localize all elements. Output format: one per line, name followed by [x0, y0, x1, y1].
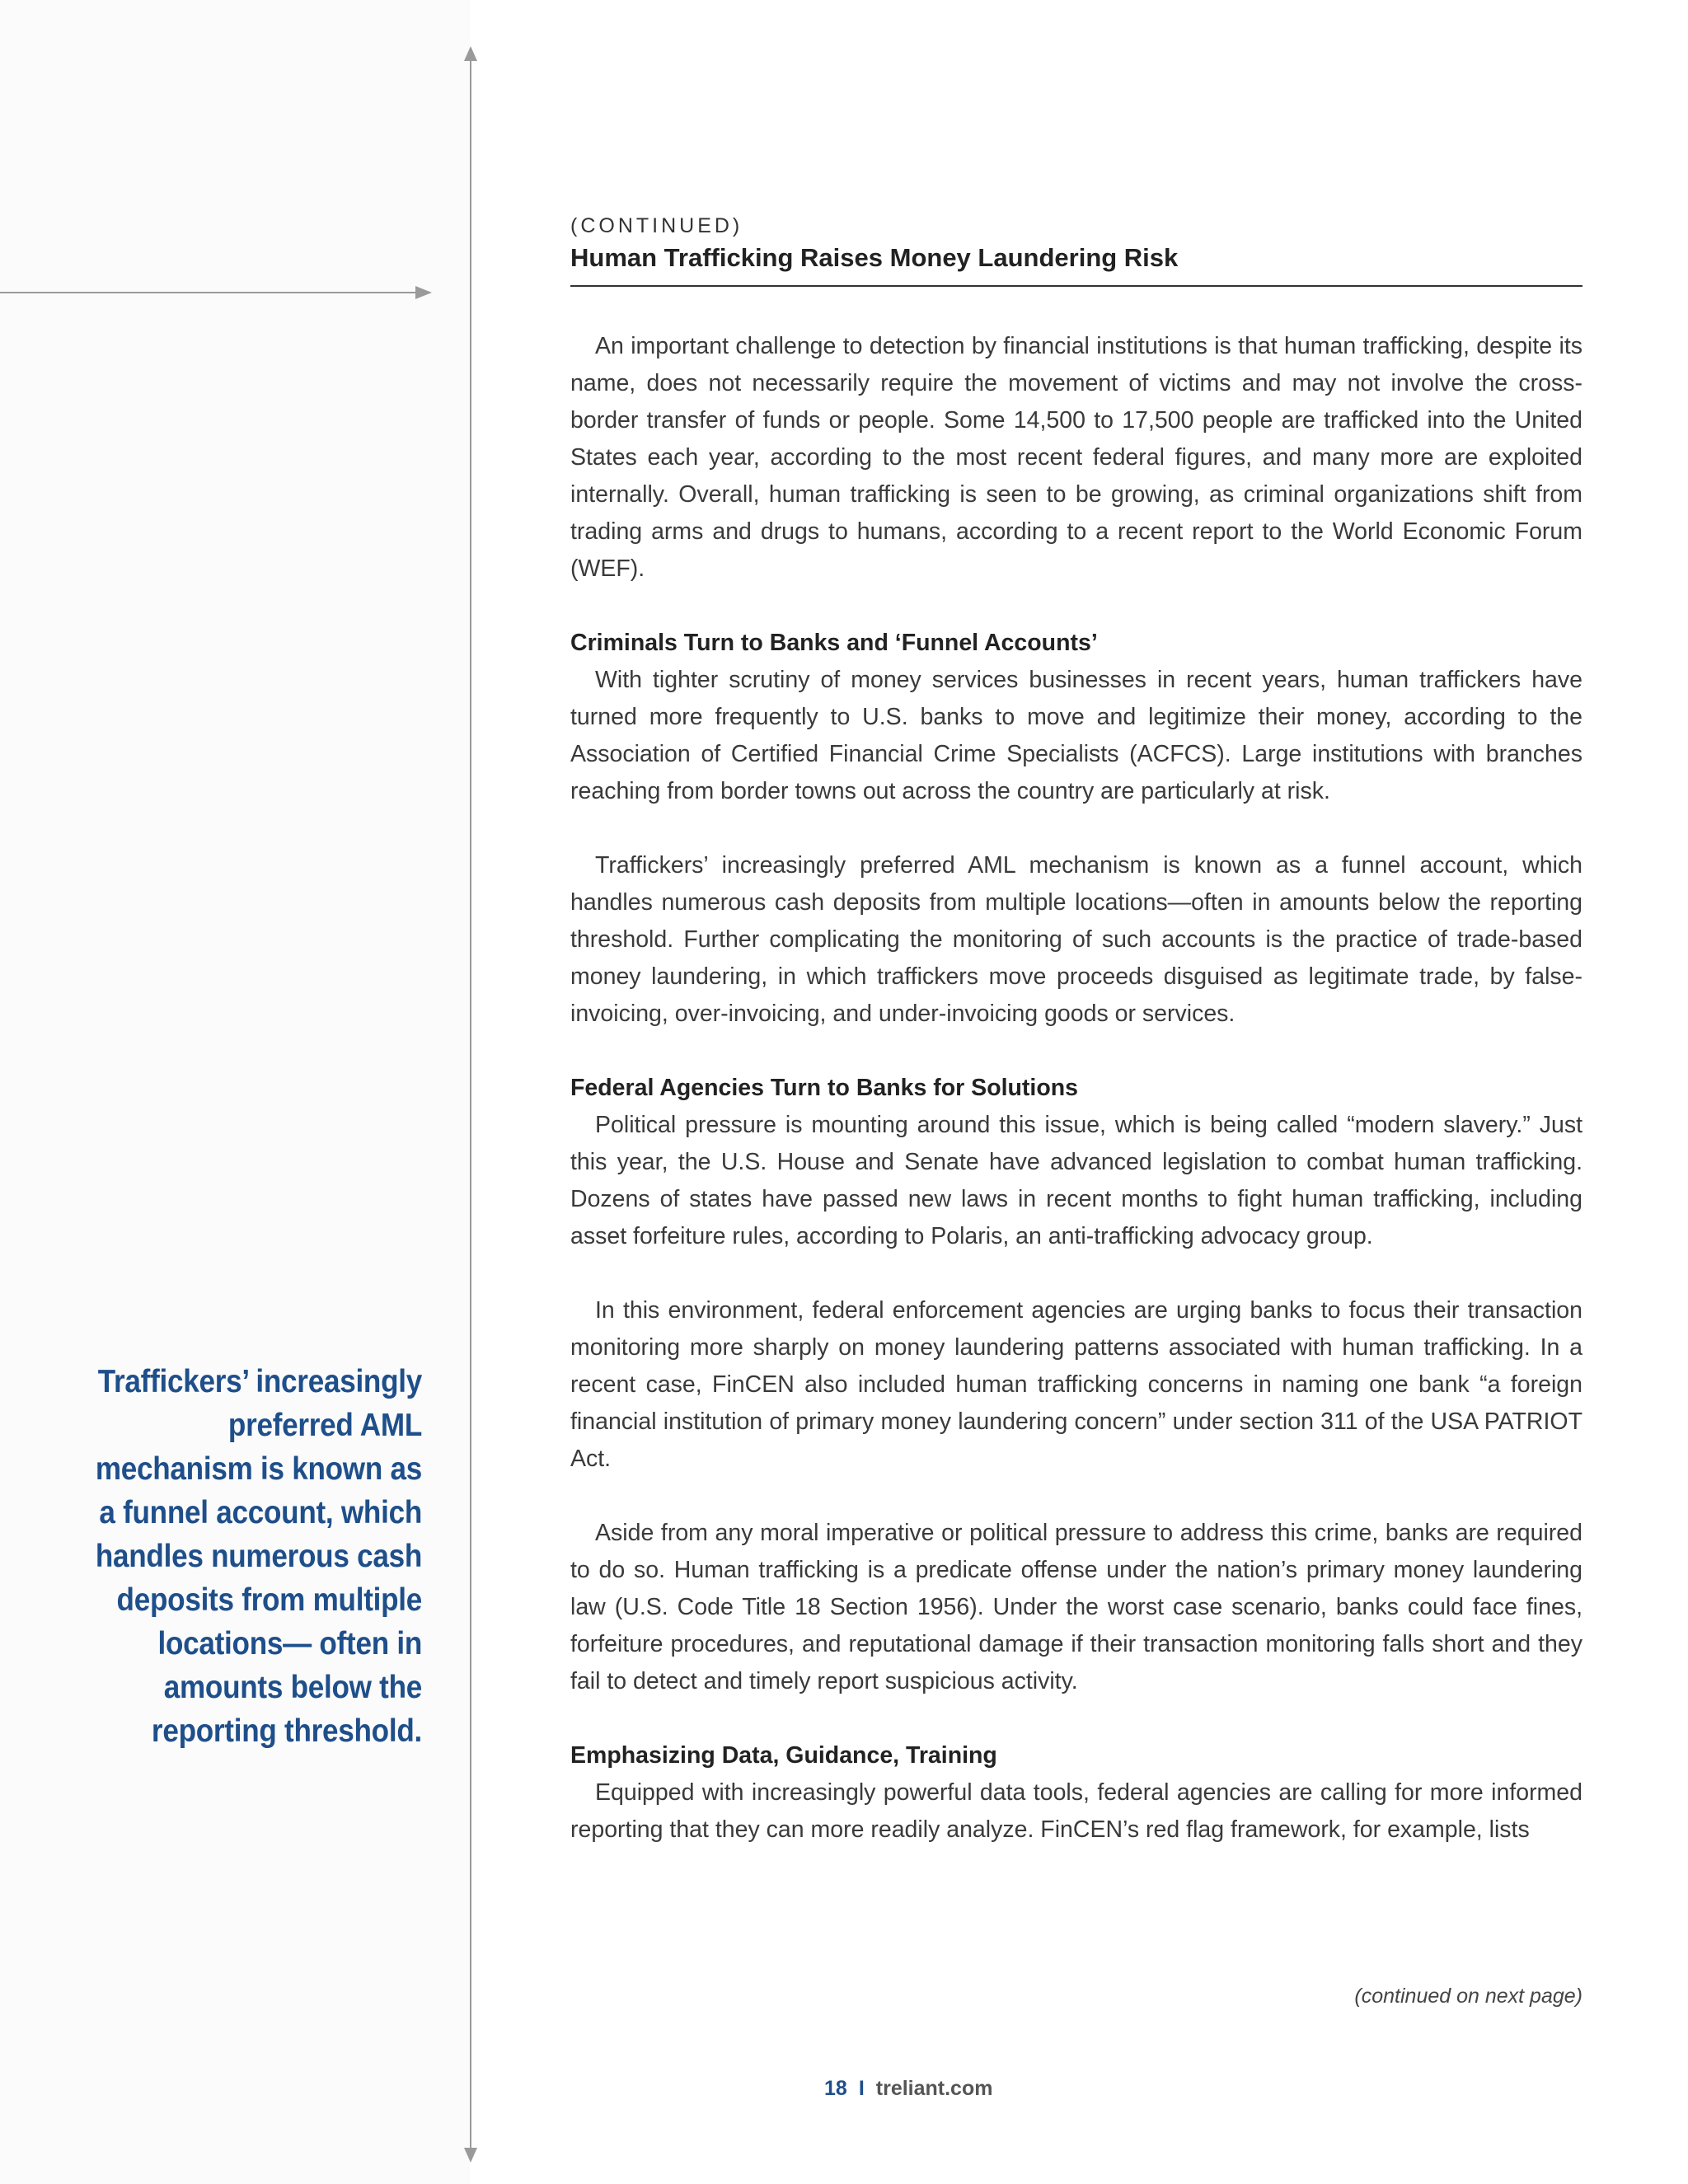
- continued-label: (CONTINUED): [570, 214, 743, 237]
- arrow-down-icon: [464, 2148, 477, 2163]
- paragraph: With tighter scrutiny of money services businesses in recent years, human traffickers have turned more frequently to U.S. banks to move and legitimize their money, according to the Association of Certified Financial Crime Specialists (ACFCS). Large institutions with branches reaching from border towns out across the country are particularly at risk.: [570, 667, 1582, 804]
- pull-quote: Traffickers’ increasingly preferred AML mechanism is known as a funnel account, which handles numerous cash deposits from multiple locations— often in amounts below the reporting threshold.: [95, 1364, 423, 1749]
- article-body: [570, 328, 1582, 1886]
- paragraph: Equipped with increasingly powerful data tools, federal agencies are calling for more informed reporting that they can more readily analyze. FinCEN’s red flag framework, for example, lists: [570, 1779, 1582, 1843]
- section-heading-data-guidance: Emphasizing Data, Guidance, Training: [570, 1742, 997, 1769]
- paragraph: Aside from any moral imperative or political pressure to address this crime, banks are required to do so. Human trafficking is a predicate offense under the nation’s primary money laundering law (U.S. Code Title 18 Section 1956). Under the worst case scenario, banks could face fines, forfeiture procedures, and reputational damage if their transaction monitoring falls short and they fail to detect and timely report suspicious activity.: [570, 1520, 1582, 1694]
- horizontal-pointer-line: [0, 292, 420, 293]
- paragraph: In this environment, federal enforcement agencies are urging banks to focus their transaction monitoring more sharply on money laundering patterns associated with human trafficking. In a recent case, FinCEN also included human trafficking concerns in naming one bank “a foreign financial institution of primary money laundering concern” under section 311 of the USA PATRIOT Act.: [570, 1297, 1582, 1472]
- article-header: [570, 213, 1582, 287]
- footer-separator: I: [858, 2077, 865, 2100]
- intro-paragraph: An important challenge to detection by financial institutions is that human trafficking, despite its name, does not necessarily require the movement of victims and may not involve the cross-border transfer of funds or people. Some 14,500 to 17,500 people are trafficked into the United States each year, according to the most recent federal figures, and many more are exploited internally. Overall, human trafficking is seen to be growing, as criminal organizations shift from trading arms and drugs to humans, according to a recent report to the World Economic Forum (WEF).: [570, 333, 1582, 582]
- page-footer: [824, 2077, 1418, 2101]
- header-divider: [570, 285, 1582, 287]
- paragraph: Traffickers’ increasingly preferred AML mechanism is known as a funnel account, which handles numerous cash deposits from multiple locations—often in amounts below the reporting threshold. Further complicating the monitoring of such accounts is the practice of trade-based money laundering, in which traffickers move proceeds disguised as legitimate trade, by false-invoicing, over-invoicing, and under-invoicing goods or services.: [570, 852, 1582, 1027]
- site-link[interactable]: treliant.com: [875, 2077, 993, 2100]
- arrow-right-icon: [415, 286, 432, 299]
- paragraph: Political pressure is mounting around this issue, which is being called “modern slavery.” Just this year, the U.S. House and Senate have advanced legislation to combat human trafficking. Dozens of states have passed new laws in recent months to fight human trafficking, including asset forfeiture rules, according to Polaris, an anti-trafficking advocacy group.: [570, 1112, 1582, 1249]
- left-margin-panel: [0, 0, 470, 2184]
- article-title: Human Trafficking Raises Money Laundering Risk: [570, 243, 1179, 272]
- continued-next-page-note: (continued on next page): [1354, 1985, 1582, 2008]
- page-number: 18: [824, 2077, 847, 2100]
- section-heading-funnel-accounts: Criminals Turn to Banks and ‘Funnel Accounts’: [570, 630, 1098, 656]
- arrow-up-icon: [464, 46, 477, 61]
- section-heading-federal-agencies: Federal Agencies Turn to Banks for Solutions: [570, 1075, 1079, 1101]
- vertical-divider: [470, 51, 471, 2159]
